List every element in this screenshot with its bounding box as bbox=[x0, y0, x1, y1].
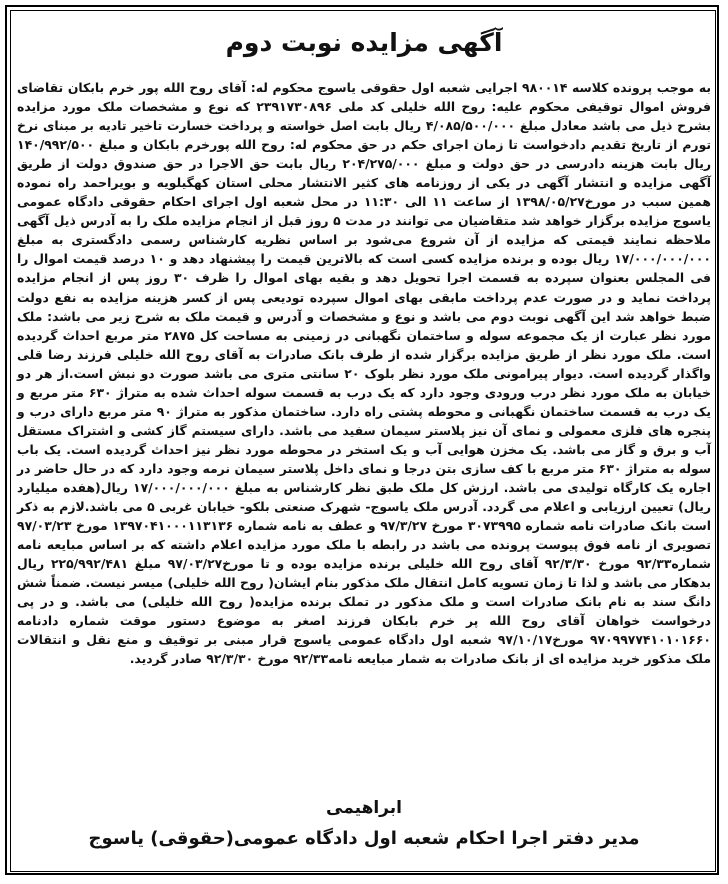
notice-body: به موجب پرونده کلاسه ۹۸۰۰۱۴ اجرایی شعبه اول حقوقی یاسوج محکوم له: آقای روح الله پور خرم بابکان تقاضای فروش اموال توقیفی محکوم علیه: روح الله خلیلی کد ملی ۲۳۹۱۷۳۰۸۹۶ که نوع و مشخصات ملک مورد مزایده بشرح ذیل می باشد معادل مبلغ ۴/۰۸۵/۵۰۰/۰۰۰ ریال بابت اصل خواسته و پرداخت خسارت تاخیر تادیه بر مبنای نرخ تورم از تاریخ تقدیم دادخواست تا زمان اجرای حکم در حق محکوم له: روح الله پورخرم بابکان و مبلغ ۱۴۰/۹۹۲/۵۰۰ ریال بابت هزینه دادرسی در حق دولت و مبلغ ۲۰۴/۲۷۵/۰۰۰ ریال بابت حق الاجرا در حق صندوق دولت از طریق آگهی مزایده و انتشار آگهی در یکی از روزنامه های کثیر الانتشار محلی استان کهگیلویه و بویراحمد راه نموده همین سبب در مورخ۱۳۹۸/۰۵/۲۷ از ساعت ۱۱ الی ۱۱:۳۰ در محل شعبه اول اجرای احکام حقوقی دادگاه عمومی یاسوج مزایده برگزار خواهد شد متقاضیان می توانند در مدت ۵ روز قبل از انجام مزایده ملک را به آدرس ذیل آگهی ملاحظه نمایند قیمتی که مزایده از آن شروع می‌شود بر اساس نظریه کارشناس رسمی دادگستری به مبلغ ۱۷/۰۰۰/۰۰۰/۰۰۰ ریال بوده و برنده مزایده کسی است که بالاترین قیمت را پیشنهاد دهد و ۱۰ درصد قیمت اموال را فی المجلس بعنوان سپرده به قسمت اجرا تحویل دهد و بقیه بهای اموال را ظرف ۳۰ روز پس از انجام مزایده پرداخت نماید و در صورت عدم پرداخت مابقی بهای اموال سپرده تودیعی پس از کسر هزینه مزایده به نفع دولت ضبط خواهد شد این آگهی نوبت دوم می باشد و نوع و مشخصات و آدرس و قیمت ملک به شرح زیر می باشد: ملک مورد نظر عبارت از یک مجموعه سوله و ساختمان نگهبانی در زمینی به مساحت کل ۲۸۷۵ متر مربع احداث گردیده است. ملک مورد نظر از طریق مزایده برگزار شده از طرف بانک صادرات به آقای روح الله خلیلی فرزند رضا قلی واگذار گردیده است. دیوار پیرامونی ملک مورد نظر بلوک ۲۰ سانتی متری می باشد صورت دو نبش است.از هر دو خیابان به ملک مورد نظر درب ورودی وجود دارد که یک درب به قسمت سوله احداث شده به متراژ ۶۳۰ متر مربع و یک درب به قسمت ساختمان نگهبانی و محوطه پشتی راه دارد. ساختمان مذکور به متراژ ۹۰ متر مربع دارای درب و پنجره های فلزی معمولی و نمای آن نیز پلاستر سیمان سفید می باشد. دارای سیستم گاز کشی و اشتراک مستقل آب و برق و گاز می باشد. یک مخزن هوایی آب و یک استخر در محوطه مورد نظر نیز احداث گردیده است. یک باب سوله به متراژ ۶۳۰ متر مربع با کف سازی بتن درجا و نمای داخل پلاستر سیمان نرمه وجود دارد که در حال حاضر در اجاره یک کارگاه تولیدی می باشد. ارزش کل ملک طبق نظر کارشناس به مبلغ ۱۷/۰۰۰/۰۰۰/۰۰۰ ریال(هفده میلیارد ریال) تعیین ارزیابی و اعلام می گردد. آدرس ملک یاسوج- شهرک صنعتی بلکو- خیابان غربی ۵ می باشد.لازم به ذکر است بانک صادرات نامه شماره ۳۰۷۳۹۹۵ مورخ ۹۷/۳/۲۷ و عطف به نامه شماره ۱۳۹۷۰۴۱۰۰۰۱۱۳۱۳۶ مورخ ۹۷/۰۳/۲۳ تصویری از نامه فوق پیوست پرونده می باشد در رابطه با ملک مورد مزایده اعلام داشته که بر اساس مبایعه نامه شماره۹۲/۳۳ مورخ ۹۲/۳/۳۰ آقای روح الله خلیلی برنده مزایده بوده و تا مورخ۹۷/۰۳/۲۷ مبلغ ۲۲۵/۹۹۲/۴۸۱ ریال بدهکار می باشد و لذا تا زمان تسویه کامل انتقال ملک مذکور بنام ایشان( روح الله خلیلی) میسر نیست. ضمناً شش دانگ سند به نام بانک صادرات است و ملک مذکور در تملک برنده مزایده( روح الله خلیلی) می باشد. و در پی درخواست خواهان آقای روح الله پر خرم بابکان فرزند اصغر به موضوع دستور موقت شماره دادنامه ۹۷۰۹۹۷۷۴۱۰۱۰۱۶۶۰ مورخ۹۷/۱۰/۱۷ شعبه اول دادگاه عمومی یاسوج قرار مبنی بر توقیف و منع نقل و انتقالات ملک مذکور خرید مزایده ای از بانک صادرات به شمار مبایعه نامه۹۲/۳۳ مورخ ۹۲/۳/۳۰ صادر گردید. bbox=[17, 80, 712, 667]
signer-name: ابراهیمی bbox=[326, 798, 402, 818]
signer-title: مدیر دفتر اجرا احکام شعبه اول دادگاه عمومی(حقوقی) یاسوج bbox=[88, 828, 640, 849]
notice-title: آگهی مزایده نوبت دوم bbox=[225, 28, 503, 57]
